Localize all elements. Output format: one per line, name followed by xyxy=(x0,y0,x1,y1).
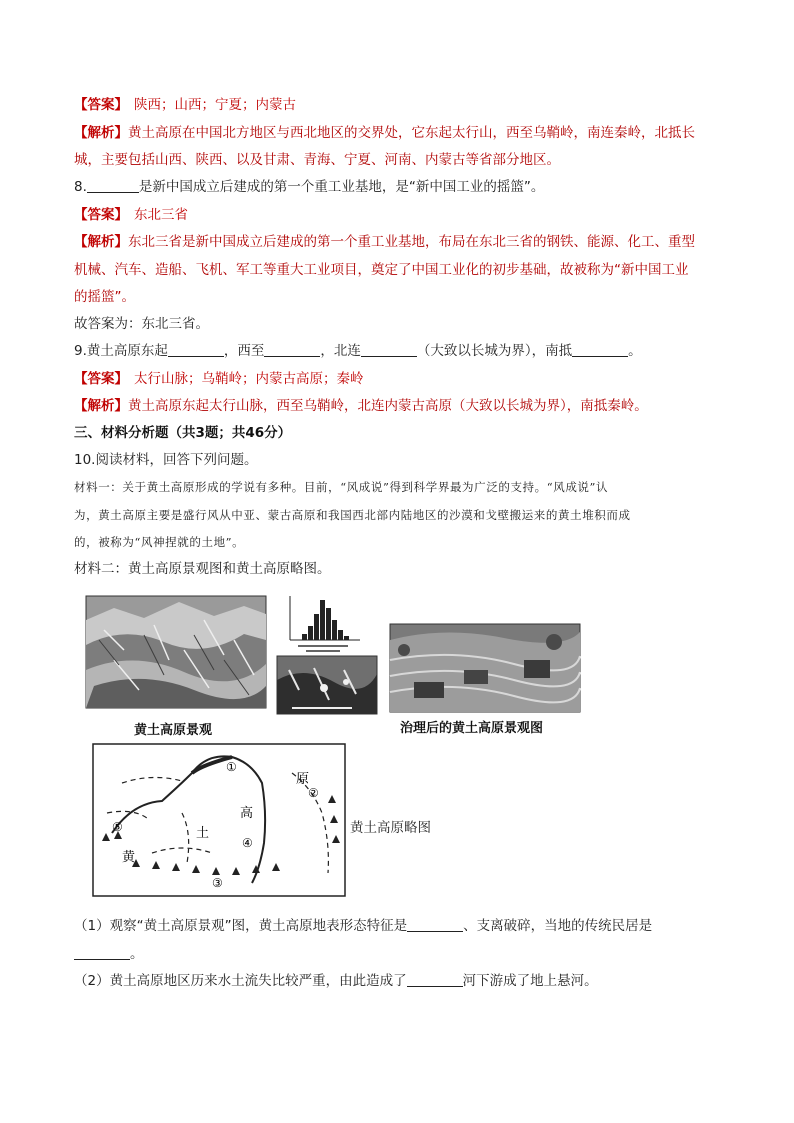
q7-explanation-line-2: 城，主要包括山西、陕西、以及甘肃、青海、宁夏、河南、内蒙古等省部分地区。 xyxy=(74,152,560,168)
material2-line: 材料二：黄土高原景观图和黄土高原略图。 xyxy=(74,561,331,577)
q10-sub1-line-2: 。 xyxy=(74,944,144,964)
q8-conclusion: 故答案为：东北三省。 xyxy=(74,316,209,332)
loess-plateau-map xyxy=(92,743,347,898)
material1-line-2: 为，黄土高原主要是盛行风从中亚、蒙古高原和我国西北部内陆地区的沙漠和戈壁搬运来的黄土堆积而成 xyxy=(74,508,631,522)
loess-landscape-photo xyxy=(86,596,266,708)
q8-explanation-line-2: 机械、汽车、造船、飞机、军工等重大工业项目，奠定了中国工业化的初步基础，故被称为“新中国工业 xyxy=(74,262,689,278)
answer-text: 陕西；山西；宁夏；内蒙古 xyxy=(134,97,296,113)
landscape-figure xyxy=(84,590,594,740)
q9-explanation: 【解析】黄土高原东起太行山脉，西至乌鞘岭，北连内蒙古高原（大致以长城为界），南抵秦岭。 xyxy=(74,398,648,414)
explanation-tag: 【解析】 xyxy=(74,234,128,250)
photo1-caption: 黄土高原景观 xyxy=(134,723,213,738)
governed-landscape-photo xyxy=(390,624,580,712)
map-text-huang: 黄 xyxy=(122,850,136,865)
answer-tag: 【答案】 xyxy=(74,207,128,223)
small-inset-photo xyxy=(277,656,377,714)
q9-answer-line xyxy=(74,369,364,389)
map-label-4: ④ xyxy=(242,836,253,850)
q10-sub2: （2）黄土高原地区历来水土流失比较严重，由此造成了 河下游成了地上悬河。 xyxy=(74,973,598,989)
answer-blank xyxy=(87,178,139,193)
material1-line-1: 材料一：关于黄土高原形成的学说有多种。目前，“风成说”得到科学界最为广泛的支持。“风成说”认 xyxy=(74,480,609,494)
q9-question: 9.黄土高原东起 ，西至 ，北连 （大致以长城为界），南抵 。 xyxy=(74,343,642,359)
map-label-5: ⑤ xyxy=(112,820,123,834)
explanation-tag: 【解析】 xyxy=(74,398,128,414)
answer-blank xyxy=(572,342,628,357)
q7-explanation-line-1: 【解析】黄土高原在中国北方地区与西北地区的交界处，它东起太行山，西至乌鞘岭，南连秦岭，北抵长 xyxy=(74,125,695,141)
map-label-3: ③ xyxy=(212,876,223,890)
answer-tag: 【答案】 xyxy=(74,97,128,113)
q7-answer-line xyxy=(74,95,296,115)
q10-intro: 10.阅读材料，回答下列问题。 xyxy=(74,452,258,468)
answer-blank xyxy=(361,342,417,357)
map-label-2: ② xyxy=(308,786,319,800)
answer-blank xyxy=(264,342,320,357)
q10-sub1-line-1: （1）观察“黄土高原景观”图，黄土高原地表形态特征是 、支离破碎，当地的传统民居是 xyxy=(74,918,653,934)
answer-blank xyxy=(74,945,130,960)
answer-blank xyxy=(407,917,463,932)
section-heading: 三、材料分析题（共3题；共46分） xyxy=(74,425,292,441)
histogram-inset xyxy=(286,592,366,656)
explanation-tag: 【解析】 xyxy=(74,125,128,141)
photo2-caption: 治理后的黄土高原景观图 xyxy=(400,721,544,736)
q8-explanation-line-1: 【解析】东北三省是新中国成立后建成的第一个重工业基地，布局在东北三省的钢铁、能源、化工、重型 xyxy=(74,234,695,250)
map-text-tu: 土 xyxy=(196,826,210,841)
q8-explanation-line-3: 的摇篮”。 xyxy=(74,289,135,305)
map-label-1: ① xyxy=(226,760,237,774)
q8-question: 8. 是新中国成立后建成的第一个重工业基地，是“新中国工业的摇篮”。 xyxy=(74,179,545,195)
answer-tag: 【答案】 xyxy=(74,371,128,387)
map-text-gao: 高 xyxy=(240,806,254,821)
q8-answer-line xyxy=(74,205,188,225)
answer-text: 东北三省 xyxy=(134,207,188,223)
answer-blank xyxy=(407,972,463,987)
answer-blank xyxy=(168,342,224,357)
map-caption: 黄土高原略图 xyxy=(350,820,431,836)
map-text-yuan: 原 xyxy=(296,772,310,787)
material1-line-3: 的，被称为“风神捏就的土地”。 xyxy=(74,535,245,549)
answer-text: 太行山脉；乌鞘岭；内蒙古高原；秦岭 xyxy=(134,371,364,387)
